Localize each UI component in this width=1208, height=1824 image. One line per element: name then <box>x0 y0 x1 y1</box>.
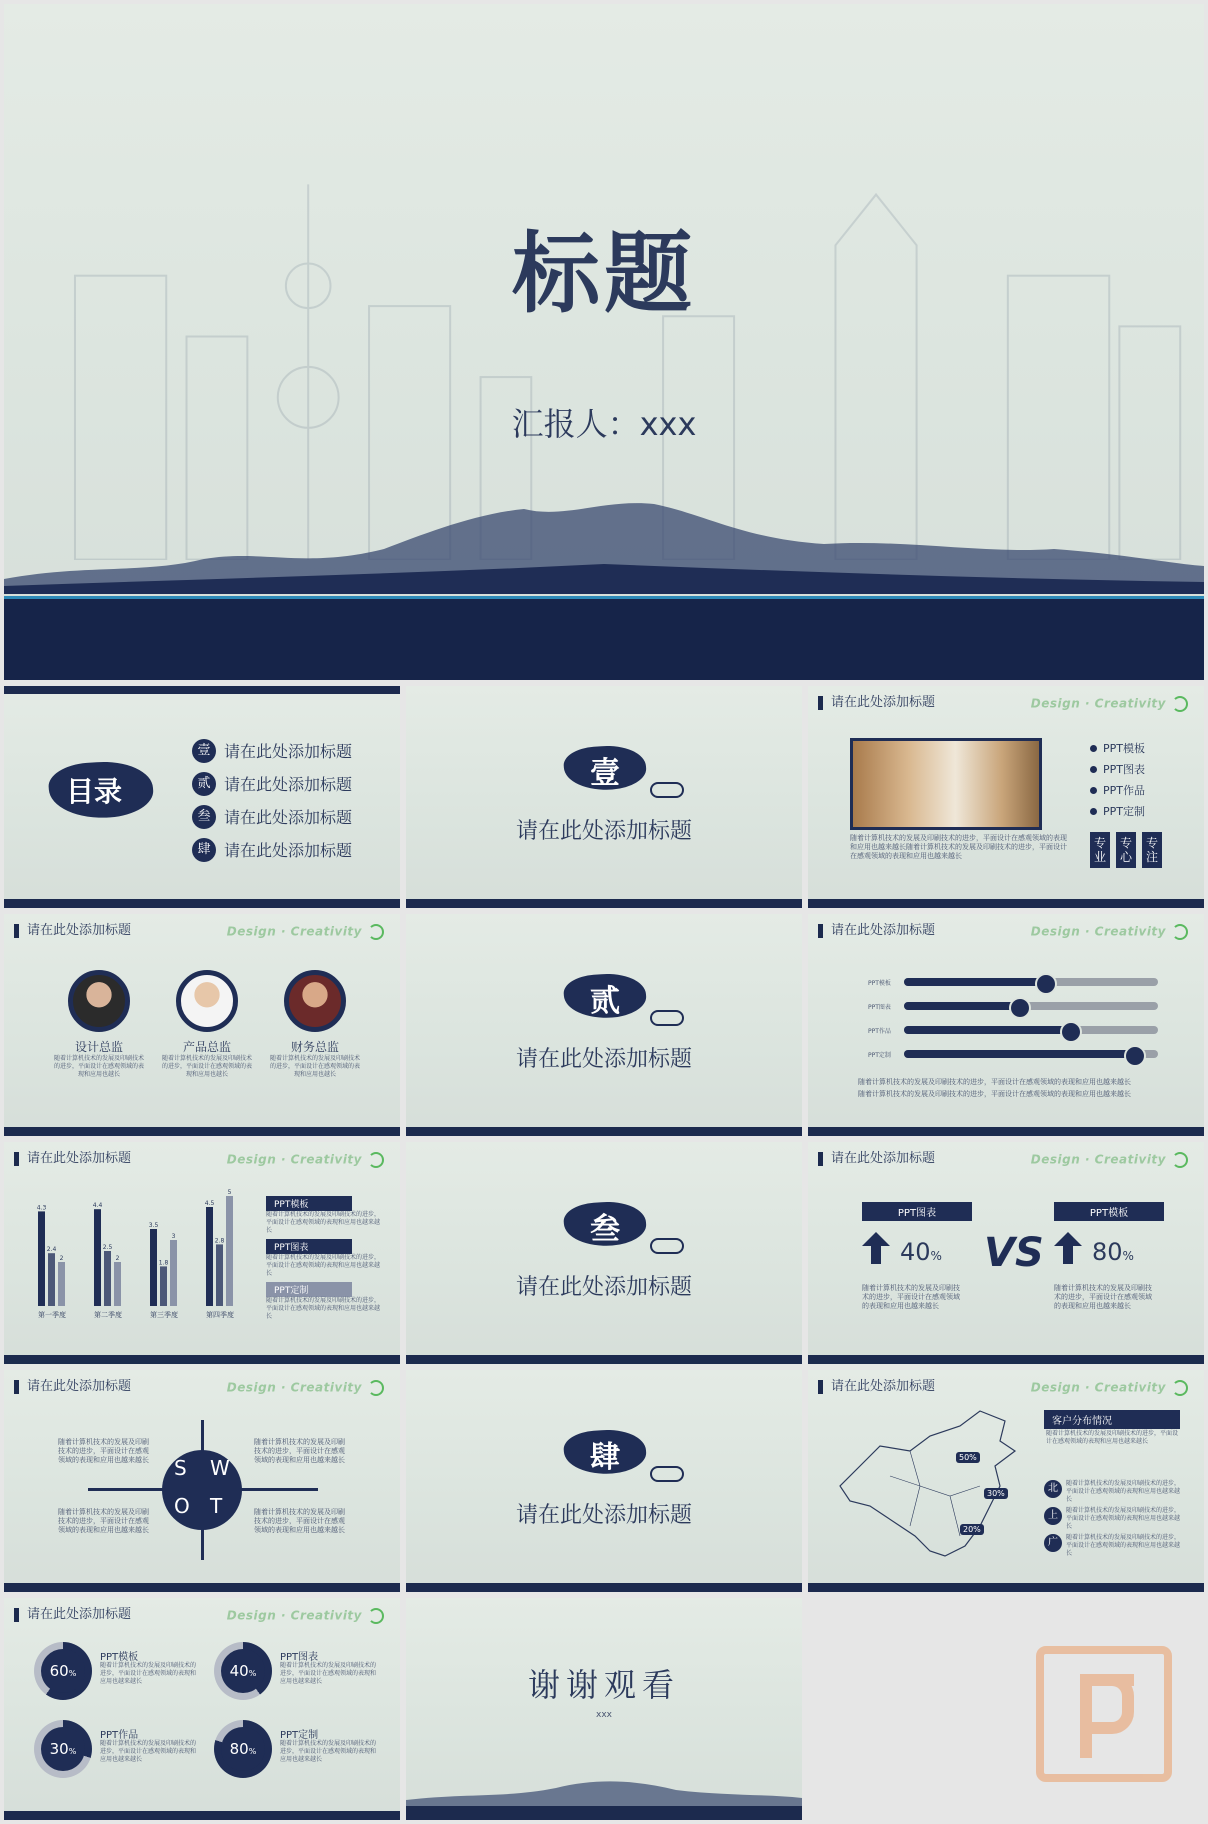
ring-center <box>41 1649 85 1693</box>
brand-logo-icon <box>1172 924 1188 940</box>
bar <box>160 1266 167 1306</box>
progress-track <box>904 1050 1158 1058</box>
bottom-bar <box>406 899 802 908</box>
up-arrow-icon <box>862 1232 890 1246</box>
ring-label: PPT图表 <box>280 1652 319 1663</box>
city-badge: 上 <box>1044 1507 1062 1525</box>
bar-value-label: 3 <box>171 1233 176 1240</box>
brand-mark <box>227 924 384 940</box>
vs-left-label: PPT图表 <box>862 1202 972 1221</box>
bar <box>114 1262 121 1306</box>
tag-group <box>1090 832 1162 868</box>
ring-center <box>41 1727 85 1771</box>
toc-label: 目录 <box>66 775 123 808</box>
bottom-bar <box>4 1811 400 1820</box>
swot-s: S <box>174 1456 187 1480</box>
bottom-bar <box>406 1355 802 1364</box>
ring-chart <box>34 1642 92 1700</box>
toc-list <box>192 734 352 866</box>
toc-slide[interactable] <box>4 686 400 908</box>
tag-badge: 专注 <box>1142 832 1162 868</box>
percent-unit: % <box>1122 1249 1134 1263</box>
legend-label: PPT定制 <box>266 1282 352 1297</box>
brand-logo-icon <box>368 1152 384 1168</box>
bullet-icon <box>1090 808 1097 815</box>
toc-num-badge: 壹 <box>192 739 216 763</box>
bar-value-label: 3.5 <box>148 1222 159 1229</box>
city-desc: 随着计算机技术的发展及印刷技术的进步，平面设计在感观领域的表现和应用也越来越长 <box>1066 1480 1181 1503</box>
swot-slide[interactable] <box>4 1370 400 1592</box>
legend-desc: 随着计算机技术的发展及印刷技术的进步，平面设计在感观领域的表现和应用也越来越长 <box>266 1254 381 1277</box>
progress-fill <box>904 1050 1133 1058</box>
team-slide[interactable] <box>4 914 400 1136</box>
map-pin: 30% <box>984 1488 1008 1499</box>
progress-body-2: 随着计算机技术的发展及印刷技术的进步，平面设计在感观领域的表现和应用也越来越长 <box>858 1090 1131 1098</box>
section-title: 请在此处添加标题 <box>515 819 692 844</box>
brand-logo-icon <box>1172 1152 1188 1168</box>
bar-value-label: 2.5 <box>102 1244 113 1251</box>
brand-logo-icon <box>1172 696 1188 712</box>
bullet-icon <box>1090 766 1097 773</box>
china-map <box>830 1406 1030 1566</box>
ring-label: PPT模板 <box>100 1652 139 1663</box>
section-slide-2[interactable] <box>406 914 802 1136</box>
list-item <box>1090 738 1145 759</box>
quarterly-bar-chart <box>24 1188 254 1328</box>
cloud-ornament-icon <box>650 1466 684 1482</box>
brand-mark <box>227 1152 384 1168</box>
ring-value: 40 <box>229 1662 249 1680</box>
toc-item-text: 请在此处添加标题 <box>224 742 353 761</box>
end-slide[interactable] <box>406 1598 802 1820</box>
section-number: 贰 <box>590 984 620 1019</box>
office-photo <box>850 738 1042 830</box>
map-title: 客户分布情况 <box>1044 1410 1180 1429</box>
toc-num-badge: 叁 <box>192 805 216 829</box>
category-label: 第一季度 <box>38 1311 66 1319</box>
list-item-label: PPT图表 <box>1103 763 1145 776</box>
city-badge: 北 <box>1044 1480 1062 1498</box>
progress-knob <box>1060 1021 1082 1043</box>
map-slide[interactable] <box>808 1370 1204 1592</box>
toc-item[interactable] <box>192 734 352 767</box>
legend-label: PPT模板 <box>266 1196 352 1211</box>
toc-item[interactable] <box>192 833 352 866</box>
brand-mark <box>1031 1152 1188 1168</box>
vs-right-value <box>1092 1238 1134 1266</box>
vs-left-number: 40 <box>900 1238 931 1266</box>
percent-unit: % <box>68 1669 77 1678</box>
percent-unit: % <box>930 1249 942 1263</box>
rings-slide[interactable] <box>4 1598 400 1820</box>
legend-item <box>266 1282 384 1321</box>
ink-splash <box>406 1758 802 1820</box>
bottom-bar <box>808 1355 1204 1364</box>
ring-desc: 随着计算机技术的发展及印刷技术的进步，平面设计在感观领域的表现和应用也越来越长 <box>280 1662 377 1685</box>
progress-row <box>868 1042 1158 1066</box>
legend-item <box>266 1239 384 1278</box>
brand-text: Design · Creativity <box>1030 1380 1166 1395</box>
percent-unit: % <box>68 1747 77 1756</box>
legend-desc: 随着计算机技术的发展及印刷技术的进步，平面设计在感观领域的表现和应用也越来越长 <box>266 1211 381 1234</box>
brand-text: Design · Creativity <box>226 1608 362 1623</box>
swot-desc-o: 随着计算机技术的发展及印刷技术的进步，平面设计在感观领域的表现和应用也越来越长 <box>58 1508 149 1534</box>
city-list <box>1044 1480 1180 1558</box>
bottom-bar <box>4 1127 400 1136</box>
bar-value-label: 4.5 <box>204 1200 215 1207</box>
progress-fill <box>904 1026 1069 1034</box>
list-item <box>1090 780 1145 801</box>
cover-reporter: 汇报人：xxx <box>511 405 697 443</box>
toc-item-text: 请在此处添加标题 <box>224 775 353 794</box>
list-item <box>1090 759 1145 780</box>
progress-row <box>868 970 1158 994</box>
team-member <box>270 970 360 1079</box>
brand-mark <box>1031 924 1188 940</box>
ring-item <box>214 1642 384 1712</box>
photo-slide[interactable] <box>808 686 1204 908</box>
bar <box>170 1240 177 1306</box>
vs-right-desc: 随着计算机技术的发展及印刷技术的进步，平面设计在感观领域的表现和应用也越来越长 <box>1054 1284 1152 1310</box>
ring-value: 60 <box>49 1662 69 1680</box>
cover-footer-band <box>4 596 1204 680</box>
progress-track <box>904 1026 1158 1034</box>
vs-slide[interactable] <box>808 1142 1204 1364</box>
bottom-bar <box>808 1127 1204 1136</box>
watermark-logo <box>1036 1646 1172 1782</box>
bottom-bar <box>406 1583 802 1592</box>
bar <box>94 1209 101 1306</box>
vs-left-value <box>900 1238 942 1266</box>
bar-value-label: 2.4 <box>46 1246 57 1254</box>
toc-num-badge: 贰 <box>192 772 216 796</box>
section-slide-1[interactable] <box>406 686 802 908</box>
photo-body-text: 随着计算机技术的发展及印刷技术的进步，平面设计在感观领域的表现和应用也越来越长随着计算机技术的发展及印刷技术的进步，平面设计在感观领域的表现和应用也越来越长 <box>850 834 1067 860</box>
progress-track <box>904 1002 1158 1010</box>
member-role: 财务总监 <box>290 1040 339 1054</box>
ring-desc: 随着计算机技术的发展及印刷技术的进步，平面设计在感观领域的表现和应用也越来越长 <box>100 1740 197 1763</box>
bar-value-label: 5 <box>227 1189 232 1196</box>
map-pin: 20% <box>960 1524 984 1535</box>
percent-unit: % <box>248 1747 257 1756</box>
vs-mark: VS <box>984 1230 1044 1276</box>
vs-left-desc: 随着计算机技术的发展及印刷技术的进步，平面设计在感观领域的表现和应用也越来越长 <box>862 1284 960 1310</box>
vs-right-label: PPT模板 <box>1054 1202 1164 1221</box>
member-role: 产品总监 <box>182 1040 231 1054</box>
percent-unit: % <box>248 1669 257 1678</box>
city-item <box>1044 1534 1180 1558</box>
progress-fill <box>904 978 1044 986</box>
up-arrow-stem <box>1063 1246 1073 1264</box>
section-title: 请在此处添加标题 <box>515 1275 692 1300</box>
progress-knob <box>1035 973 1057 995</box>
end-sub: xxx <box>596 1710 612 1720</box>
ring-label: PPT作品 <box>100 1730 139 1741</box>
member-desc: 随着计算机技术的发展及印刷技术的进步，平面设计在感观领域的表现和应用也越长 <box>162 1055 253 1078</box>
toc-item-text: 请在此处添加标题 <box>224 808 353 827</box>
swot-desc-w: 随着计算机技术的发展及印刷技术的进步，平面设计在感观领域的表现和应用也越来越长 <box>254 1438 345 1464</box>
tag-badge: 专心 <box>1116 832 1136 868</box>
bar-value-label: 2 <box>115 1255 120 1262</box>
progress-knob <box>1124 1045 1146 1067</box>
cover-slide[interactable] <box>4 4 1204 680</box>
end-title: 谢谢观看 <box>527 1666 680 1704</box>
map-intro: 随着计算机技术的发展及印刷技术的进步，平面设计在感观领域的表现和应用也越来越长 <box>1046 1430 1179 1445</box>
list-item-label: PPT作品 <box>1103 784 1145 797</box>
category-label: 第四季度 <box>206 1311 234 1319</box>
swot-desc-s: 随着计算机技术的发展及印刷技术的进步，平面设计在感观领域的表现和应用也越来越长 <box>58 1438 149 1464</box>
legend-item <box>266 1196 384 1235</box>
brand-logo-icon <box>1172 1380 1188 1396</box>
brand-text: Design · Creativity <box>1030 696 1166 711</box>
avatar <box>176 970 238 1032</box>
section-number: 叁 <box>590 1212 620 1247</box>
map-pin: 50% <box>956 1452 980 1463</box>
brand-logo-icon <box>368 1608 384 1624</box>
toc-item[interactable] <box>192 800 352 833</box>
list-item-label: PPT定制 <box>1103 805 1145 818</box>
brand-text: Design · Creativity <box>226 1380 362 1395</box>
category-label: 第二季度 <box>94 1311 122 1319</box>
brand-mark <box>1031 696 1188 712</box>
member-desc: 随着计算机技术的发展及印刷技术的进步，平面设计在感观领域的表现和应用也越长 <box>270 1055 361 1078</box>
progress-label: PPT作品 <box>868 1027 891 1035</box>
bar-value-label: 2.8 <box>214 1237 225 1245</box>
bottom-bar <box>808 899 1204 908</box>
ring-item <box>34 1720 204 1790</box>
city-item <box>1044 1507 1180 1531</box>
progress-label: PPT模板 <box>868 979 891 987</box>
bar-value-label: 4.4 <box>92 1202 103 1210</box>
team-member <box>162 970 252 1079</box>
bar <box>226 1196 233 1306</box>
vs-right-number: 80 <box>1092 1238 1123 1266</box>
progress-row <box>868 1018 1158 1042</box>
swot-w: W <box>210 1456 230 1480</box>
section-title: 请在此处添加标题 <box>515 1503 692 1528</box>
city-badge: 广 <box>1044 1534 1062 1552</box>
toc-item-text: 请在此处添加标题 <box>224 841 353 860</box>
brand-logo-icon <box>368 1380 384 1396</box>
bar <box>48 1253 55 1306</box>
legend-label: PPT图表 <box>266 1239 352 1254</box>
city-desc: 随着计算机技术的发展及印刷技术的进步，平面设计在感观领域的表现和应用也越来越长 <box>1066 1507 1181 1530</box>
swot-t: T <box>210 1494 223 1518</box>
legend-desc: 随着计算机技术的发展及印刷技术的进步，平面设计在感观领域的表现和应用也越来越长 <box>266 1297 381 1320</box>
bottom-bar <box>4 1583 400 1592</box>
bar <box>216 1244 223 1306</box>
bar-value-label: 4.3 <box>36 1204 47 1212</box>
member-desc: 随着计算机技术的发展及印刷技术的进步，平面设计在感观领域的表现和应用也越长 <box>54 1055 145 1078</box>
bar <box>58 1262 65 1306</box>
section-number: 肆 <box>590 1440 620 1475</box>
progress-label: PPT定制 <box>868 1051 891 1059</box>
list-item-label: PPT模板 <box>1103 742 1145 755</box>
section-slide-4[interactable] <box>406 1370 802 1592</box>
progress-knob <box>1009 997 1031 1019</box>
ring-center <box>221 1727 265 1771</box>
member-role: 设计总监 <box>74 1040 123 1054</box>
brand-text: Design · Creativity <box>226 1152 362 1167</box>
section-slide-3[interactable] <box>406 1142 802 1364</box>
brand-text: Design · Creativity <box>1030 1152 1166 1167</box>
team-member <box>54 970 144 1079</box>
bullet-icon <box>1090 787 1097 794</box>
slide-header: 请在此处添加标题 <box>14 924 131 938</box>
progress-row <box>868 994 1158 1018</box>
ring-chart <box>214 1720 272 1778</box>
chart-legend <box>266 1196 384 1321</box>
swot-desc-t: 随着计算机技术的发展及印刷技术的进步，平面设计在感观领域的表现和应用也越来越长 <box>254 1508 345 1534</box>
bottom-bar <box>4 899 400 908</box>
ring-item <box>34 1642 204 1712</box>
swot-o: O <box>174 1494 190 1518</box>
ink-splash <box>4 494 1204 594</box>
tag-badge: 专业 <box>1090 832 1110 868</box>
section-number: 壹 <box>590 756 620 791</box>
brand-text: Design · Creativity <box>226 924 362 939</box>
toc-item[interactable] <box>192 767 352 800</box>
section-title: 请在此处添加标题 <box>515 1047 692 1072</box>
slide-header: 请在此处添加标题 <box>818 696 935 710</box>
progress-label: PPT图表 <box>868 1003 891 1011</box>
ring-desc: 随着计算机技术的发展及印刷技术的进步，平面设计在感观领域的表现和应用也越来越长 <box>280 1740 377 1763</box>
progress-body-1: 随着计算机技术的发展及印刷技术的进步，平面设计在感观领域的表现和应用也越来越长 <box>858 1078 1131 1086</box>
slide-header: 请在此处添加标题 <box>818 924 935 938</box>
progress-bars <box>868 970 1158 1066</box>
brand-mark <box>1031 1380 1188 1396</box>
bar-value-label: 2 <box>59 1255 64 1262</box>
cloud-ornament-icon <box>650 1010 684 1026</box>
progress-fill <box>904 1002 1018 1010</box>
up-arrow-stem <box>871 1246 881 1264</box>
cloud-ornament-icon <box>650 782 684 798</box>
bar <box>38 1211 45 1306</box>
ring-center <box>221 1649 265 1693</box>
ring-chart <box>34 1720 92 1778</box>
category-label: 第三季度 <box>150 1311 178 1319</box>
city-item <box>1044 1480 1180 1504</box>
bar <box>104 1251 111 1306</box>
list-item <box>1090 801 1145 822</box>
bar <box>206 1207 213 1306</box>
slide-header: 请在此处添加标题 <box>818 1152 935 1166</box>
slide-header: 请在此处添加标题 <box>14 1152 131 1166</box>
brand-mark <box>227 1380 384 1396</box>
bar-value-label: 1.8 <box>158 1259 169 1267</box>
slide-header: 请在此处添加标题 <box>14 1608 131 1622</box>
up-arrow-icon <box>1054 1232 1082 1246</box>
ring-chart <box>214 1642 272 1700</box>
bullet-icon <box>1090 745 1097 752</box>
ring-value: 80 <box>229 1740 249 1758</box>
progress-bars-slide[interactable] <box>808 914 1204 1136</box>
ring-label: PPT定制 <box>280 1730 319 1741</box>
toc-num-badge: 肆 <box>192 838 216 862</box>
city-desc: 随着计算机技术的发展及印刷技术的进步，平面设计在感观领域的表现和应用也越来越长 <box>1066 1534 1181 1557</box>
cloud-ornament-icon <box>650 1238 684 1254</box>
progress-track <box>904 978 1158 986</box>
cover-title: 标题 <box>511 222 696 325</box>
photo-list <box>1090 738 1145 822</box>
ring-desc: 随着计算机技术的发展及印刷技术的进步，平面设计在感观领域的表现和应用也越来越长 <box>100 1662 197 1685</box>
brand-text: Design · Creativity <box>1030 924 1166 939</box>
slide-header: 请在此处添加标题 <box>14 1380 131 1394</box>
avatar <box>68 970 130 1032</box>
bottom-bar <box>4 1355 400 1364</box>
slide-header: 请在此处添加标题 <box>818 1380 935 1394</box>
bar <box>150 1229 157 1306</box>
p-logo-bowl-icon <box>1092 1674 1134 1734</box>
bottom-bar <box>406 1127 802 1136</box>
avatar <box>284 970 346 1032</box>
ring-item <box>214 1720 384 1790</box>
brand-logo-icon <box>368 924 384 940</box>
bottom-bar <box>808 1583 1204 1592</box>
top-bar <box>4 686 400 694</box>
bar-chart-slide[interactable] <box>4 1142 400 1364</box>
ring-value: 30 <box>49 1740 69 1758</box>
brand-mark <box>227 1608 384 1624</box>
